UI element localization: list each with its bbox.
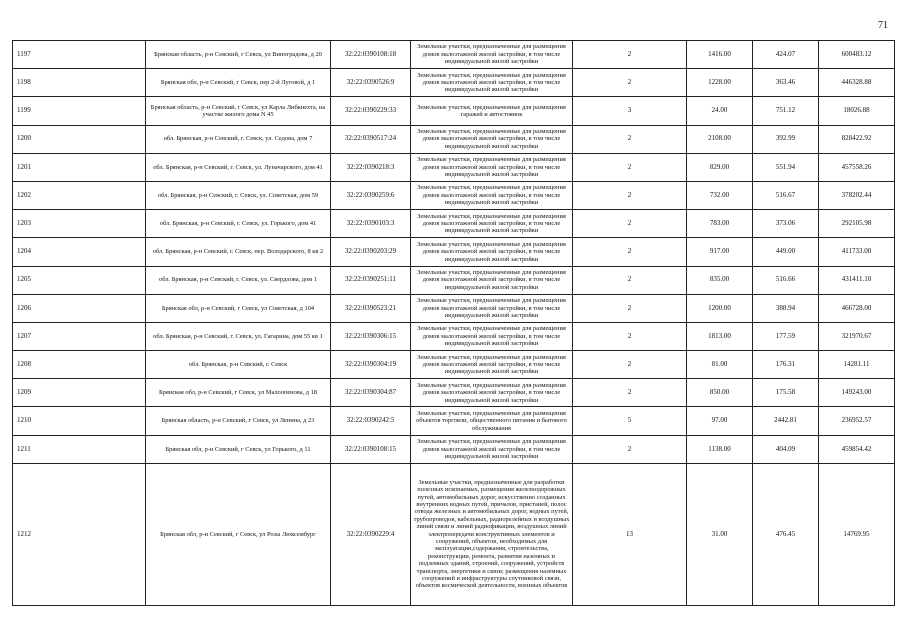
row-address: Брянская обл, р-н Севский, г Севск, ул Малоопенова, д 18: [146, 379, 331, 407]
row-id: 1201: [13, 153, 146, 181]
row-group: 3: [573, 97, 687, 125]
row-specific-value: 476.45: [753, 463, 819, 605]
row-cadastral-number: 32:22:0390229:33: [331, 97, 411, 125]
row-area: 1138.00: [687, 435, 753, 463]
row-group: 2: [573, 181, 687, 209]
row-area: 1416.00: [687, 41, 753, 69]
row-id: 1197: [13, 41, 146, 69]
row-cadastral-value: 18026.88: [819, 97, 895, 125]
row-cadastral-value: 14769.95: [819, 463, 895, 605]
row-land-purpose: Земельные участки, предназначенные для размещения домов малоэтажной жилой застройки, в том числе индивидуальной жилой застройки: [411, 181, 573, 209]
row-group: 2: [573, 125, 687, 153]
row-cadastral-value: 828422.92: [819, 125, 895, 153]
table-row: [13, 294, 895, 322]
row-cadastral-number: 32:22:0390259:6: [331, 181, 411, 209]
row-specific-value: 449.00: [753, 238, 819, 266]
row-cadastral-value: 411733.00: [819, 238, 895, 266]
row-specific-value: 404.09: [753, 435, 819, 463]
row-cadastral-number: 32:22:0390242:5: [331, 407, 411, 435]
row-specific-value: 175.58: [753, 379, 819, 407]
table-row: [13, 407, 895, 435]
row-group: 2: [573, 153, 687, 181]
row-cadastral-number: 32:22:0390526:9: [331, 69, 411, 97]
row-cadastral-value: 466728.00: [819, 294, 895, 322]
row-cadastral-number: 32:22:0390229:4: [331, 463, 411, 605]
row-specific-value: 392.99: [753, 125, 819, 153]
row-area: 829.00: [687, 153, 753, 181]
row-land-purpose: Земельные участки, предназначенные для размещения домов малоэтажной жилой застройки, в том числе индивидуальной жилой застройки: [411, 210, 573, 238]
row-land-purpose: Земельные участки, предназначенные для размещения гаражей и автостоянок: [411, 97, 573, 125]
row-id: 1212: [13, 463, 146, 605]
table-row: [13, 463, 895, 605]
row-address: Брянская область, р-н Севский, г Севск, ул Виноградова, д 20: [146, 41, 331, 69]
row-address: обл. Брянская, р-н Севский, г. Севск, ул. Свердлова, дом 1: [146, 266, 331, 294]
row-area: 24.00: [687, 97, 753, 125]
table-row: [13, 379, 895, 407]
row-land-purpose: Земельные участки, предназначенные для размещения домов малоэтажной жилой застройки, в том числе индивидуальной жилой застройки: [411, 322, 573, 350]
table-row: [13, 238, 895, 266]
row-id: 1209: [13, 379, 146, 407]
table-row: [13, 125, 895, 153]
table-row: [13, 69, 895, 97]
row-land-purpose: Земельные участки, предназначенные для размещения домов малоэтажной жилой застройки, в том числе индивидуальной жилой застройки: [411, 125, 573, 153]
row-area: 917.00: [687, 238, 753, 266]
row-cadastral-value: 378202.44: [819, 181, 895, 209]
row-cadastral-number: 32:22:0390304:19: [331, 351, 411, 379]
row-land-purpose: Земельные участки, предназначенные для размещения домов малоэтажной жилой застройки, в том числе индивидуальной жилой застройки: [411, 69, 573, 97]
row-cadastral-value: 446328.88: [819, 69, 895, 97]
row-address: Брянская область, р-н Севский, г Севск, ул Карла Либкнехта, на участке жилого дома N 45: [146, 97, 331, 125]
row-specific-value: 516.66: [753, 266, 819, 294]
row-group: 2: [573, 435, 687, 463]
row-specific-value: 516.67: [753, 181, 819, 209]
row-cadastral-value: 457558.26: [819, 153, 895, 181]
row-cadastral-value: 431411.10: [819, 266, 895, 294]
row-id: 1198: [13, 69, 146, 97]
row-area: 81.00: [687, 351, 753, 379]
page-number: 71: [878, 20, 888, 31]
row-land-purpose: Земельные участки, предназначенные для размещения домов малоэтажной жилой застройки, в том числе индивидуальной жилой застройки: [411, 379, 573, 407]
row-land-purpose: Земельные участки, предназначенные для размещения домов малоэтажной жилой застройки, в том числе индивидуальной жилой застройки: [411, 351, 573, 379]
row-address: Брянская обл, р-н Севский, г Севск, ул Горького, д 11: [146, 435, 331, 463]
row-group: 2: [573, 266, 687, 294]
row-cadastral-number: 32:22:0390517:24: [331, 125, 411, 153]
row-address: обл. Брянская, р-н Севский, г. Севск, ул. Седова, дом 7: [146, 125, 331, 153]
row-land-purpose: Земельные участки, предназначенные для размещения домов малоэтажной жилой застройки, в том числе индивидуальной жилой застройки: [411, 41, 573, 69]
row-cadastral-value: 149243.00: [819, 379, 895, 407]
row-address: Брянская обл, р-н Севский, г Севск, ул Советская, д 104: [146, 294, 331, 322]
row-group: 5: [573, 407, 687, 435]
row-area: 1200.00: [687, 294, 753, 322]
row-group: 13: [573, 463, 687, 605]
table-row: [13, 153, 895, 181]
row-cadastral-value: 459854.42: [819, 435, 895, 463]
row-id: 1207: [13, 322, 146, 350]
row-cadastral-value: 600483.12: [819, 41, 895, 69]
row-address: обл. Брянская, р-н Севский, г. Севск: [146, 351, 331, 379]
row-group: 2: [573, 322, 687, 350]
row-id: 1204: [13, 238, 146, 266]
row-address: обл. Брянская, р-н Севский, г. Севск, ул. Советская, дом 59: [146, 181, 331, 209]
row-cadastral-value: 236952.57: [819, 407, 895, 435]
row-specific-value: 424.07: [753, 41, 819, 69]
row-cadastral-number: 32:22:0390304:87: [331, 379, 411, 407]
row-specific-value: 751.12: [753, 97, 819, 125]
row-land-purpose: Земельные участки, предназначенные для размещения домов малоэтажной жилой застройки, в том числе индивидуальной жилой застройки: [411, 266, 573, 294]
row-specific-value: 2442.81: [753, 407, 819, 435]
row-id: 1205: [13, 266, 146, 294]
row-id: 1206: [13, 294, 146, 322]
row-cadastral-number: 32:22:0390306:15: [331, 322, 411, 350]
row-address: Брянская обл, р-н Севский, г Севск, пер 2-й Луговой, д 1: [146, 69, 331, 97]
row-area: 732.00: [687, 181, 753, 209]
row-cadastral-number: 32:22:0390523:21: [331, 294, 411, 322]
row-address: обл. Брянская, р-н Севский, г. Севск, пер. Володарского, 8 кв 2: [146, 238, 331, 266]
row-id: 1202: [13, 181, 146, 209]
table-row: [13, 210, 895, 238]
row-land-purpose: Земельные участки, предназначенные для размещения домов малоэтажной жилой застройки, в том числе индивидуальной жилой застройки: [411, 238, 573, 266]
row-specific-value: 176.31: [753, 351, 819, 379]
row-cadastral-number: 32:22:0390203:29: [331, 238, 411, 266]
row-group: 2: [573, 69, 687, 97]
row-id: 1203: [13, 210, 146, 238]
row-specific-value: 551.94: [753, 153, 819, 181]
row-specific-value: 373.06: [753, 210, 819, 238]
table-row: [13, 181, 895, 209]
row-cadastral-number: 32:22:0390108:18: [331, 41, 411, 69]
row-cadastral-value: 14281.11: [819, 351, 895, 379]
row-land-purpose: Земельные участки, предназначенные для разработки полезных ископаемых, размещения железнодорожных путей, автомобильных дорог, искусственно созданных внутренних водных путей, причалов, пристаней, полос отвода железных и автомобильных дорог, водных путей, трубопроводов, кабельных, радиорелейных и воздушных линий связи и линий радиофикации, воздушных линий электропередачи конструктивных элементов и сооружений, объектов, необходимых для эксплуатации,содержания, строительства, реконструкции, ремонта, развития наземных и подземных зданий, строений, сооружений, устройств транспорта, энергетики и связи; размещения наземных сооружений и инфраструктуры спутниковой связи, объектов космической деятельности, военных объектов: [411, 463, 573, 605]
row-cadastral-value: 292105.98: [819, 210, 895, 238]
row-cadastral-value: 321970.67: [819, 322, 895, 350]
row-id: 1199: [13, 97, 146, 125]
row-group: 2: [573, 379, 687, 407]
row-group: 2: [573, 41, 687, 69]
cadastral-value-table: [12, 40, 895, 606]
row-area: 2108.00: [687, 125, 753, 153]
row-group: 2: [573, 210, 687, 238]
row-id: 1211: [13, 435, 146, 463]
row-specific-value: 177.59: [753, 322, 819, 350]
row-area: 1228.00: [687, 69, 753, 97]
row-address: обл. Брянская, р-н Севский, г. Севск, ул. Горького, дом 41: [146, 210, 331, 238]
row-land-purpose: Земельные участки, предназначенные для размещения объектов торговли, общественного питания и бытового обслуживания: [411, 407, 573, 435]
row-area: 31.00: [687, 463, 753, 605]
row-cadastral-number: 32:22:0390103:3: [331, 210, 411, 238]
row-address: Брянская обл, р-н Севский, г Севск, ул Розы Люксембург: [146, 463, 331, 605]
row-area: 835.00: [687, 266, 753, 294]
table-row: [13, 435, 895, 463]
row-id: 1200: [13, 125, 146, 153]
row-area: 850.00: [687, 379, 753, 407]
row-address: обл. Брянская, р-н Севский, г. Севск, ул. Гагарина, дом 55 кв 1: [146, 322, 331, 350]
row-land-purpose: Земельные участки, предназначенные для размещения домов малоэтажной жилой застройки, в том числе индивидуальной жилой застройки: [411, 294, 573, 322]
row-land-purpose: Земельные участки, предназначенные для размещения домов малоэтажной жилой застройки, в том числе индивидуальной жилой застройки: [411, 153, 573, 181]
table-row: [13, 97, 895, 125]
row-cadastral-number: 32:22:0390251:11: [331, 266, 411, 294]
row-area: 783.00: [687, 210, 753, 238]
row-group: 2: [573, 351, 687, 379]
row-specific-value: 363.46: [753, 69, 819, 97]
table-row: [13, 351, 895, 379]
row-area: 1813.00: [687, 322, 753, 350]
row-land-purpose: Земельные участки, предназначенные для размещения домов малоэтажной жилой застройки, в том числе индивидуальной жилой застройки: [411, 435, 573, 463]
row-id: 1210: [13, 407, 146, 435]
table-row: [13, 41, 895, 69]
row-id: 1208: [13, 351, 146, 379]
table-row: [13, 266, 895, 294]
row-cadastral-number: 32:22:0390218:3: [331, 153, 411, 181]
row-address: обл. Брянская, р-н Севский, г. Севск, ул. Луначарского, дом 41: [146, 153, 331, 181]
row-group: 2: [573, 294, 687, 322]
row-address: Брянская область, р-н Севский, г Севск, ул Ленина, д 23: [146, 407, 331, 435]
row-group: 2: [573, 238, 687, 266]
row-cadastral-number: 32:22:0390108:15: [331, 435, 411, 463]
table-row: [13, 322, 895, 350]
row-specific-value: 388.94: [753, 294, 819, 322]
row-area: 97.00: [687, 407, 753, 435]
